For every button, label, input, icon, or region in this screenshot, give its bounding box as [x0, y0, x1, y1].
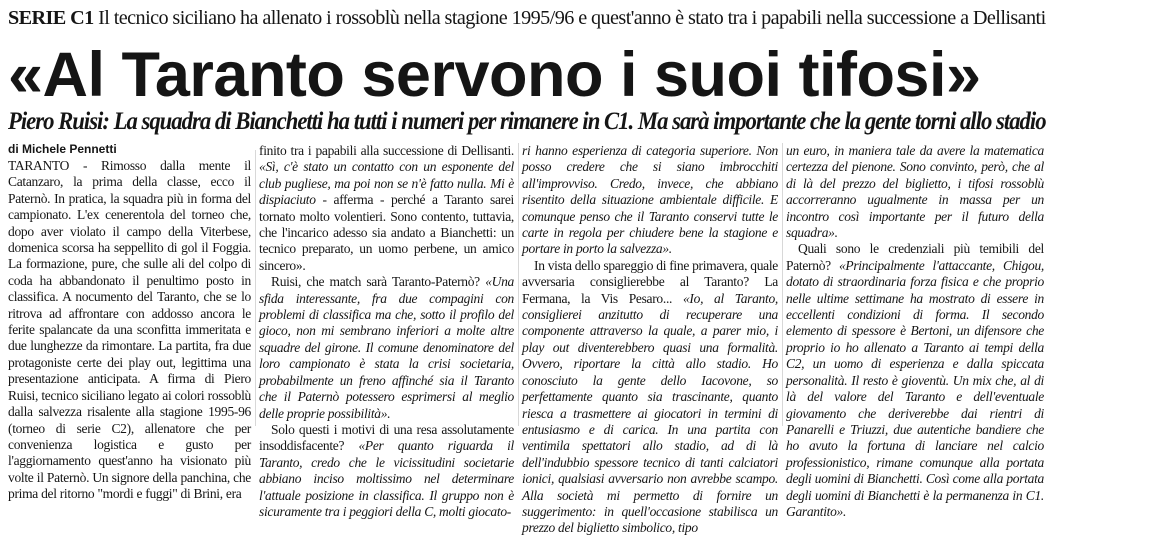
text-run: finito tra i papabili alla successione di Dellisanti. [259, 143, 514, 158]
question-run: Ruisi, che match sarà Taranto-Paternò? [271, 274, 486, 290]
article-column-3 [522, 143, 778, 536]
column-divider [518, 143, 519, 426]
text-run: - afferma - perché a Taranto sarei tornato molto volentieri. Sono contento, tuttavia, che l'incarico adesso sia andato a Bianchetti: un tecnico preparato, un uomo perbene, un amico sincero». [259, 192, 514, 273]
article-column-4 [786, 143, 1044, 519]
fit-wrapper: «Al Taranto servono i suoi tifosi» [8, 40, 981, 110]
section-tag: SERIE C1 [8, 7, 94, 29]
quote-run: «Sì, c'è stato un contatto con un esponente del club pugliese, ma poi non se n'è fatto nulla. Mi è dispiaciuto [259, 159, 514, 208]
question-run: Solo questi i motivi di una resa assolutamente insoddisfacente? [259, 421, 514, 454]
kicker-text: Il tecnico siciliano ha allenato i rossoblù nella stagione 1995/96 e quest'anno è stato tra i papabili nella successione a Dellisanti [98, 7, 1046, 29]
quote-run: «Principalmente l'attaccante, Chigou, dotato di straordinaria forza fisica e che proprio nelle ultime settimane ha mostrato di essere in eccellenti condizioni di forma. Il secondo elemento di spessore è Bertoni, un difensore che proprio io ho allenato a Taranto ai tempi della C2, un uomo di esperienza e dalla spiccata personalità. Il resto è gioventù. Un mix che, al di là del valore del Taranto e dell'eventuale giovamento che deriverebbe dai rientri di Panarelli e Triuzzi, due autentiche bandiere che ho avuto la fortuna di lanciare nel calcio professionistico, rimane comunque alla portata degli uomini di Bianchetti. Così come alla portata degli uomini di Bianchetti è la permanenza in C1. Garantito». [786, 257, 1044, 519]
byline: di Michele Pennetti [8, 142, 117, 156]
column-2-paragraph [259, 274, 514, 422]
column-4-paragraph: un euro, in maniera tale da avere la matematica certezza del pienone. Sono convinto, però, che al di là del prezzo del biglietto, i tifosi rossoblù accorreranno ugualmente in massa per un incontro così importante per il futuro della squadra». [786, 143, 1044, 241]
fit-wrapper: Piero Ruisi: La squadra di Bianchetti ha tutti i numeri per rimanere in C1. Ma sarà importante che la gente torni allo stadio [8, 108, 1046, 135]
article-column-1 [8, 158, 251, 502]
quote-run: «Una sfida interessante, fra due compagini con problemi di classifica ma che, sotto il profilo del gioco, non mi sembrano inferiori a molte altre squadre del girone. Il comune denominatore del loro campionato è stata la crisi societaria, probabilmente un freno affinché sia il Taranto che il Paternò potessero esprimersi al meglio delle proprie possibilità». [259, 274, 514, 421]
kicker-line [8, 4, 1048, 32]
subheadline [8, 104, 1048, 140]
column-4-paragraph [786, 241, 1044, 520]
column-2-paragraph [259, 422, 514, 520]
column-2-paragraph [259, 143, 514, 274]
quote-run: «Io, al Taranto, consiglierei anzitutto di recuperare una componente attraverso la quale, a parer mio, i play out diventerebbero quasi una formalità. Ovvero, riportare la città allo stadio. Ho conosciuto la gente dello Iacovone, so perfettamente quanto sia trascinante, quanto riesca a trasmettere ai giocatori in termini di entusiasmo e di carica. In una partita con ventimila spettatori allo stadio, ad di là dell'indubbio spessore tecnico di tanti calciatori ionici, qualsiasi avversario non avrebbe scampo. Alla società mi permetto di fornire un suggerimento: in quell'occasione stabilisca un prezzo del biglietto simbolico, tipo [522, 290, 778, 536]
column-divider [255, 150, 256, 426]
quote-run: «Per quanto riguarda il Taranto, credo che le vicissitudini societarie abbiano inciso moltissimo nel determinare l'attuale posizione in classifica. Il gruppo non è sicuramente tra i peggiori della C, molti giocato- [259, 438, 514, 519]
column-divider [782, 143, 783, 426]
column-3-paragraph [522, 258, 778, 537]
question-run: Quali sono le credenziali più temibili del Paternò? [786, 241, 1044, 273]
question-run: In vista dello spareggio di fine primavera, quale avversaria consiglierebbe al Taranto? La Fermana, la Vis Pesaro... [522, 257, 778, 306]
headline [8, 40, 1048, 110]
article-column-2 [259, 143, 514, 519]
column-3-paragraph: ri hanno esperienza di categoria superiore. Non posso credere che si siano imbrocchiti all'improvviso. Credo, invece, che abbiano risentito della situazione ambientale difficile. E comunque penso che il Taranto conservi tutte le carte in regola per chiudere bene la stagione e portare in porto la salvezza». [522, 143, 778, 257]
column-1-paragraph: TARANTO - Rimosso dalla mente il Catanzaro, la prima della classe, ecco il Paternò. In pratica, la squadra più in forma del campionato. L'ex cenerentola del torneo che, dopo aver violato il campo della Viterbese, domenica scorsa ha seppellito di gol il Foggia. La formazione, pure, che sulle ali del colpo di coda ha abbandonato il penultimo posto in classifica. A nocumento del Taranto, che se lo ritrova ad affrontare con addosso ancora le ferite spalancate da una sconfitta immeritata e due lunghezze da rimontare. La partita, fra due protagoniste certe dei play out, legittima una presentazione anticipata. A firma di Piero Ruisi, tecnico siciliano legato ai colori rossoblù dalla salvezza risalente alla stagione 1995-96 (torneo di serie C2), allenatore che per convenienza logistica e gusto per l'aggiornamento quest'anno ha visionato più volte il Paternò. Un signore della panchina, che prima del ritorno "mordi e fuggi" di Brini, era [8, 158, 251, 502]
